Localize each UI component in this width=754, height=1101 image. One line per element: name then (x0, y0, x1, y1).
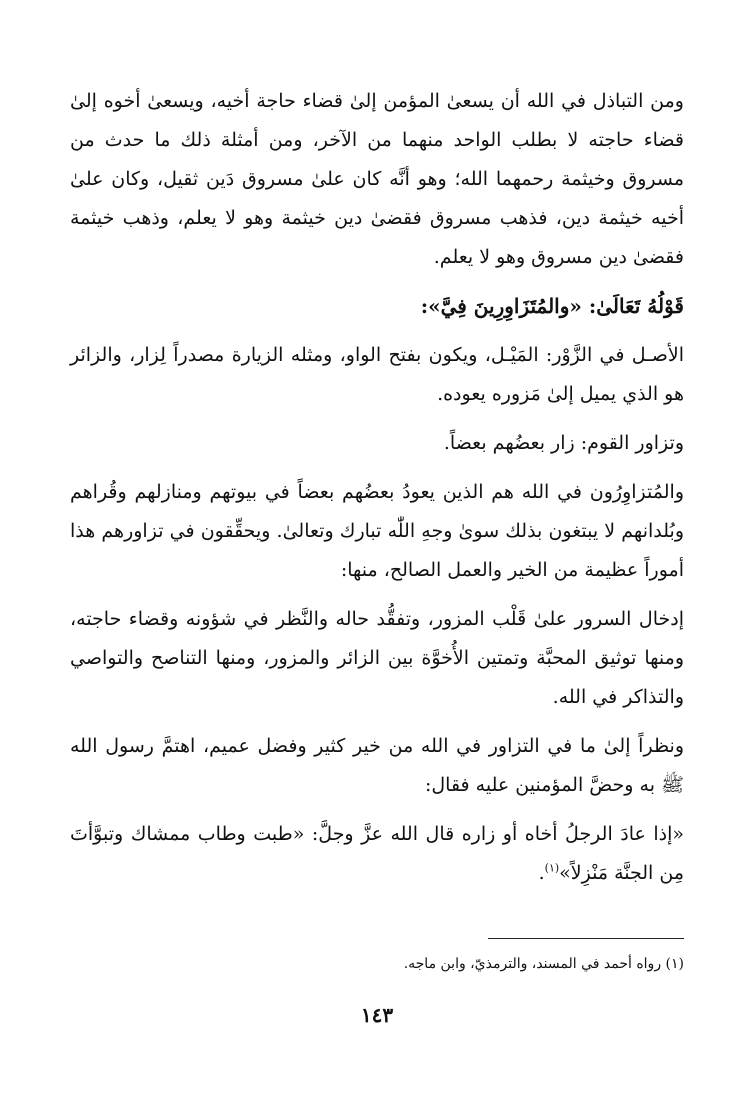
paragraph-hadith: «إذا عادَ الرجلُ أخاه أو زاره قال الله عزَّ وجلَّ: «طبت وطاب ممشاك وتبوَّأتَ مِن الجنَّة مَنْزِلاً»$^{(١)}$. (70, 823, 684, 884)
paragraph-tabadhul: ومن التباذل في الله أن يسعىٰ المؤمن إلىٰ قضاء حاجة أخيه، ويسعىٰ أخوه إلىٰ قضاء حاجته لا بطلب الواحد منهما من الآخر، ومن أمثلة ذلك ما حدث من مسروق وخيثمة رحمهما الله؛ وهو أنَّه كان علىٰ مسروق دَين ثقيل، وكان علىٰ أخيه خيثمة دين، فذهب مسروق فقضىٰ دين خيثمة وهو لا يعلم، وذهب خيثمة فقضىٰ دين مسروق وهو لا يعلم. (70, 90, 684, 268)
heading-quote: «والمُتَزَاوِرِينَ فِيَّ»: (420, 294, 582, 318)
hadith-text: «إذا عادَ الرجلُ أخاه أو زاره قال الله عزَّ وجلَّ: «طبت وطاب ممشاك وتبوَّأتَ مِن الجنَّة مَنْزِلاً» (70, 823, 684, 884)
paragraph-prophet: ونظراً إلىٰ ما في التزاور في الله من خير كثير وفضل عميم، اهتمَّ رسول الله ﷺ به وحضَّ المؤمنين عليه فقال: (70, 735, 684, 796)
paragraph-definition: الأصـل في الزَّوْر: المَيْـل، ويكون بفتح الواو، ومثله الزيارة مصدراً لِزار، والزائر هو الذي يميل إلىٰ مَزوره يعوده. (70, 344, 684, 405)
section-heading (70, 287, 684, 326)
paragraph-mutazawirun: والمُتزاوِرُون في الله هم الذين يعودُ بعضُهم بعضاً في بيوتهم ومنازلهم وقُراهم وبُلدانهم لا يبتغون بذلك سوىٰ وجهِ اللّٰه تبارك وتعالىٰ. ويحقِّقون في تزاورهم هذا أموراً عظيمة من الخير والعمل الصالح، منها: (70, 481, 684, 581)
heading-lead: قَوْلُهُ تَعَالَىٰ: (588, 294, 684, 318)
paragraph-benefits: إدخال السرور علىٰ قَلْب المزور، وتفقُّد حاله والنَّظر في شؤونه وقضاء حاجته، ومنها توثيق المحبَّة وتمتين الأُخوَّة بين الزائر والمزور، ومنها التناصح والتواصي والتذاكر في الله. (70, 608, 684, 708)
footnote: (١) رواه أحمد في المسند، والترمذيّ، وابن ماجه. (403, 956, 684, 972)
main-text (70, 82, 684, 893)
page-number: ١٤٣ (360, 1003, 394, 1027)
footnote-divider (488, 938, 684, 939)
footnote-reference: (١) (544, 861, 560, 875)
paragraph-tazawur: وتزاور القوم: زار بعضُهم بعضاً. (443, 432, 684, 454)
